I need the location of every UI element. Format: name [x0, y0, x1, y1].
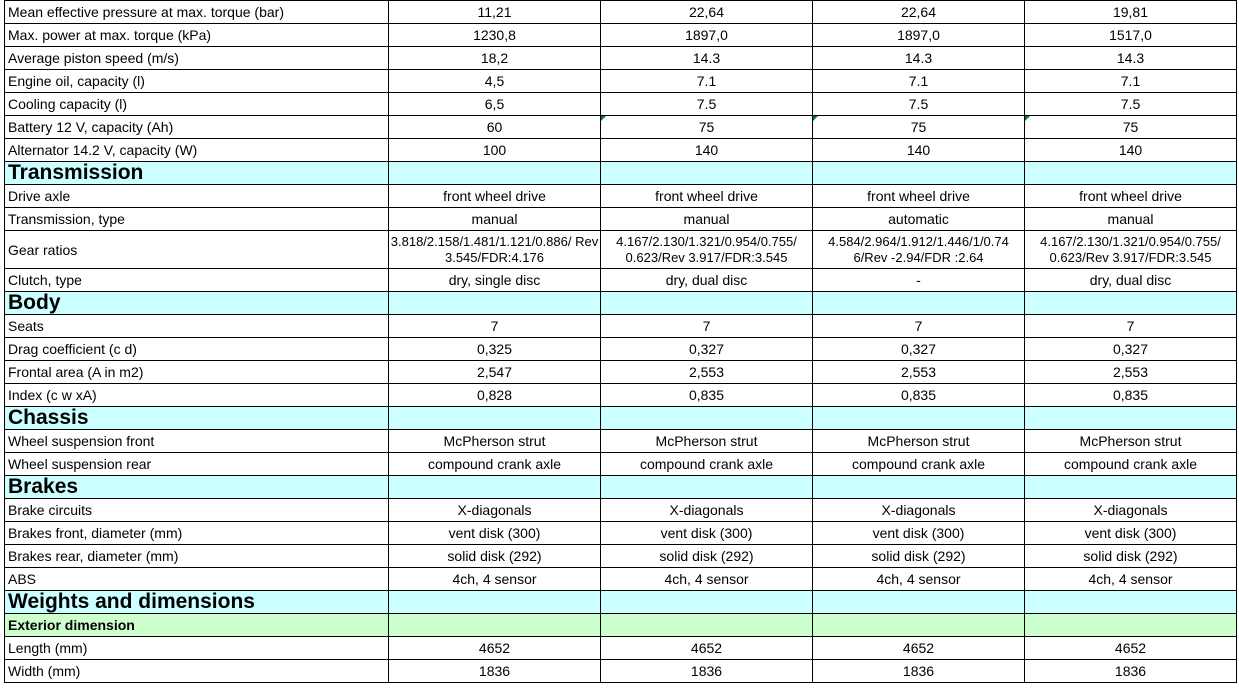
cell-value[interactable]: McPherson strut: [601, 430, 813, 453]
cell-value[interactable]: 100: [389, 139, 601, 162]
cell-value[interactable]: 18,2: [389, 47, 601, 70]
cell-value[interactable]: 4.167/2.130/1.321/0.954/0.755/ 0.623/Rev 3.917/FDR:3.545: [1025, 231, 1237, 269]
empty-cell[interactable]: [601, 162, 813, 185]
table-row: [5, 47, 1237, 70]
cell-value[interactable]: 19,81: [1025, 1, 1237, 24]
empty-cell[interactable]: [601, 292, 813, 315]
cell-value[interactable]: 0,828: [389, 384, 601, 407]
cell-value[interactable]: 0,327: [813, 338, 1025, 361]
empty-cell[interactable]: [389, 614, 601, 637]
table-row: [5, 269, 1237, 292]
cell-value[interactable]: 1517,0: [1025, 24, 1237, 47]
cell-value[interactable]: 7.5: [601, 93, 813, 116]
cell-value[interactable]: solid disk (292): [813, 545, 1025, 568]
cell-value[interactable]: 2,553: [601, 361, 813, 384]
cell-value[interactable]: front wheel drive: [1025, 185, 1237, 208]
cell-value[interactable]: 1836: [601, 660, 813, 683]
cell-value[interactable]: 75: [1025, 116, 1237, 139]
table-row: [5, 1, 1237, 24]
section-header-row: [5, 292, 1237, 315]
empty-cell[interactable]: [601, 614, 813, 637]
cell-value[interactable]: solid disk (292): [1025, 545, 1237, 568]
cell-value[interactable]: 4ch, 4 sensor: [389, 568, 601, 591]
cell-value[interactable]: 1836: [1025, 660, 1237, 683]
row-label[interactable]: Frontal area (A in m2): [5, 361, 389, 384]
cell-value[interactable]: 0,835: [813, 384, 1025, 407]
section-title[interactable]: Chassis: [5, 407, 389, 430]
empty-cell[interactable]: [601, 476, 813, 499]
row-label[interactable]: Drag coefficient (c d): [5, 338, 389, 361]
cell-value[interactable]: manual: [601, 208, 813, 231]
cell-value[interactable]: 140: [1025, 139, 1237, 162]
spec-table-body: [5, 1, 1237, 683]
row-label[interactable]: Wheel suspension rear: [5, 453, 389, 476]
subsection-title[interactable]: Exterior dimension: [5, 614, 389, 637]
row-label[interactable]: Battery 12 V, capacity (Ah): [5, 116, 389, 139]
cell-value[interactable]: 0,327: [1025, 338, 1237, 361]
empty-cell[interactable]: [1025, 292, 1237, 315]
cell-value[interactable]: 0,835: [1025, 384, 1237, 407]
cell-value[interactable]: 1836: [389, 660, 601, 683]
cell-value[interactable]: 4ch, 4 sensor: [813, 568, 1025, 591]
section-header-row: [5, 407, 1237, 430]
cell-value[interactable]: 22,64: [813, 1, 1025, 24]
cell-value[interactable]: 22,64: [601, 1, 813, 24]
row-label[interactable]: Drive axle: [5, 185, 389, 208]
cell-value[interactable]: 7: [1025, 315, 1237, 338]
table-row: [5, 315, 1237, 338]
cell-value[interactable]: -: [813, 269, 1025, 292]
table-row: [5, 384, 1237, 407]
cell-value[interactable]: 4652: [389, 637, 601, 660]
cell-value[interactable]: 7: [389, 315, 601, 338]
cell-value[interactable]: 7.5: [813, 93, 1025, 116]
empty-cell[interactable]: [813, 591, 1025, 614]
row-label[interactable]: Brakes rear, diameter (mm): [5, 545, 389, 568]
empty-cell[interactable]: [813, 614, 1025, 637]
empty-cell[interactable]: [1025, 162, 1237, 185]
table-row: [5, 231, 1237, 269]
empty-cell[interactable]: [389, 292, 601, 315]
empty-cell[interactable]: [1025, 476, 1237, 499]
table-row: [5, 660, 1237, 683]
table-row: [5, 361, 1237, 384]
cell-value[interactable]: 7: [601, 315, 813, 338]
cell-value[interactable]: 4652: [601, 637, 813, 660]
cell-value[interactable]: 1897,0: [601, 24, 813, 47]
cell-value[interactable]: McPherson strut: [813, 430, 1025, 453]
cell-value[interactable]: compound crank axle: [813, 453, 1025, 476]
cell-value[interactable]: 2,547: [389, 361, 601, 384]
cell-value[interactable]: 14.3: [601, 47, 813, 70]
table-row: [5, 70, 1237, 93]
cell-value[interactable]: compound crank axle: [1025, 453, 1237, 476]
section-title[interactable]: Weights and dimensions: [5, 591, 389, 614]
row-label[interactable]: Width (mm): [5, 660, 389, 683]
row-label[interactable]: Brakes front, diameter (mm): [5, 522, 389, 545]
cell-value[interactable]: dry, dual disc: [601, 269, 813, 292]
row-label[interactable]: Length (mm): [5, 637, 389, 660]
cell-value[interactable]: 140: [813, 139, 1025, 162]
cell-value[interactable]: 14.3: [813, 47, 1025, 70]
cell-value[interactable]: 4.167/2.130/1.321/0.954/0.755/ 0.623/Rev 3.917/FDR:3.545: [601, 231, 813, 269]
cell-value[interactable]: 6,5: [389, 93, 601, 116]
table-row: [5, 568, 1237, 591]
cell-value[interactable]: 11,21: [389, 1, 601, 24]
empty-cell[interactable]: [1025, 614, 1237, 637]
cell-value[interactable]: 4ch, 4 sensor: [1025, 568, 1237, 591]
row-label[interactable]: Max. power at max. torque (kPa): [5, 24, 389, 47]
row-label[interactable]: Mean effective pressure at max. torque (bar): [5, 1, 389, 24]
empty-cell[interactable]: [389, 476, 601, 499]
empty-cell[interactable]: [389, 591, 601, 614]
row-label[interactable]: Wheel suspension front: [5, 430, 389, 453]
cell-value[interactable]: manual: [389, 208, 601, 231]
cell-value[interactable]: 14.3: [1025, 47, 1237, 70]
table-row: [5, 338, 1237, 361]
cell-value[interactable]: 4652: [1025, 637, 1237, 660]
cell-value[interactable]: X-diagonals: [389, 499, 601, 522]
cell-value[interactable]: 75: [601, 116, 813, 139]
cell-value[interactable]: 3.818/2.158/1.481/1.121/0.886/ Rev 3.545/FDR:4.176: [389, 231, 601, 269]
empty-cell[interactable]: [813, 476, 1025, 499]
cell-value[interactable]: vent disk (300): [813, 522, 1025, 545]
cell-value[interactable]: 60: [389, 116, 601, 139]
subsection-header-row: [5, 614, 1237, 637]
section-header-row: [5, 591, 1237, 614]
cell-value[interactable]: 0,327: [601, 338, 813, 361]
table-row: [5, 24, 1237, 47]
section-title[interactable]: Transmission: [5, 162, 389, 185]
cell-value[interactable]: vent disk (300): [1025, 522, 1237, 545]
table-row: [5, 208, 1237, 231]
cell-value[interactable]: 7.1: [1025, 70, 1237, 93]
row-label[interactable]: Average piston speed (m/s): [5, 47, 389, 70]
empty-cell[interactable]: [389, 162, 601, 185]
cell-value[interactable]: X-diagonals: [601, 499, 813, 522]
cell-value[interactable]: 4,5: [389, 70, 601, 93]
table-row: [5, 499, 1237, 522]
cell-value[interactable]: 0,325: [389, 338, 601, 361]
cell-value[interactable]: dry, dual disc: [1025, 269, 1237, 292]
cell-value[interactable]: 0,835: [601, 384, 813, 407]
spec-table: [4, 0, 1237, 683]
cell-value[interactable]: 7.1: [601, 70, 813, 93]
cell-value[interactable]: automatic: [813, 208, 1025, 231]
cell-value[interactable]: X-diagonals: [813, 499, 1025, 522]
table-row: [5, 93, 1237, 116]
cell-value[interactable]: 7.5: [1025, 93, 1237, 116]
cell-value[interactable]: vent disk (300): [601, 522, 813, 545]
cell-value[interactable]: solid disk (292): [601, 545, 813, 568]
empty-cell[interactable]: [601, 407, 813, 430]
row-label[interactable]: Clutch, type: [5, 269, 389, 292]
cell-value[interactable]: 2,553: [1025, 361, 1237, 384]
empty-cell[interactable]: [389, 407, 601, 430]
cell-value[interactable]: vent disk (300): [389, 522, 601, 545]
cell-value[interactable]: 140: [601, 139, 813, 162]
cell-value[interactable]: 1897,0: [813, 24, 1025, 47]
cell-value[interactable]: McPherson strut: [389, 430, 601, 453]
table-row: [5, 116, 1237, 139]
table-row: [5, 522, 1237, 545]
table-row: [5, 139, 1237, 162]
cell-value[interactable]: dry, single disc: [389, 269, 601, 292]
cell-value[interactable]: 2,553: [813, 361, 1025, 384]
cell-value[interactable]: front wheel drive: [389, 185, 601, 208]
table-row: [5, 637, 1237, 660]
cell-value[interactable]: manual: [1025, 208, 1237, 231]
empty-cell[interactable]: [1025, 591, 1237, 614]
empty-cell[interactable]: [601, 591, 813, 614]
section-header-row: [5, 476, 1237, 499]
row-label[interactable]: Cooling capacity (l): [5, 93, 389, 116]
empty-cell[interactable]: [813, 162, 1025, 185]
cell-value[interactable]: 1230,8: [389, 24, 601, 47]
row-label[interactable]: Engine oil, capacity (l): [5, 70, 389, 93]
row-label[interactable]: Brake circuits: [5, 499, 389, 522]
cell-value[interactable]: front wheel drive: [601, 185, 813, 208]
cell-value[interactable]: 75: [813, 116, 1025, 139]
cell-value[interactable]: compound crank axle: [601, 453, 813, 476]
cell-value[interactable]: 7: [813, 315, 1025, 338]
row-label[interactable]: Index (c w xA): [5, 384, 389, 407]
cell-value[interactable]: solid disk (292): [389, 545, 601, 568]
cell-value[interactable]: compound crank axle: [389, 453, 601, 476]
section-title[interactable]: Brakes: [5, 476, 389, 499]
empty-cell[interactable]: [813, 407, 1025, 430]
cell-value[interactable]: 1836: [813, 660, 1025, 683]
row-label[interactable]: Gear ratios: [5, 231, 389, 269]
cell-value[interactable]: McPherson strut: [1025, 430, 1237, 453]
table-row: [5, 430, 1237, 453]
cell-value[interactable]: 4652: [813, 637, 1025, 660]
cell-value[interactable]: 7.1: [813, 70, 1025, 93]
cell-value[interactable]: front wheel drive: [813, 185, 1025, 208]
row-label[interactable]: ABS: [5, 568, 389, 591]
table-row: [5, 453, 1237, 476]
cell-value[interactable]: 4.584/2.964/1.912/1.446/1/0.74 6/Rev -2.94/FDR :2.64: [813, 231, 1025, 269]
row-label[interactable]: Transmission, type: [5, 208, 389, 231]
cell-value[interactable]: 4ch, 4 sensor: [601, 568, 813, 591]
row-label[interactable]: Alternator 14.2 V, capacity (W): [5, 139, 389, 162]
empty-cell[interactable]: [813, 292, 1025, 315]
row-label[interactable]: Seats: [5, 315, 389, 338]
cell-value[interactable]: X-diagonals: [1025, 499, 1237, 522]
section-header-row: [5, 162, 1237, 185]
section-title[interactable]: Body: [5, 292, 389, 315]
empty-cell[interactable]: [1025, 407, 1237, 430]
table-row: [5, 545, 1237, 568]
table-row: [5, 185, 1237, 208]
